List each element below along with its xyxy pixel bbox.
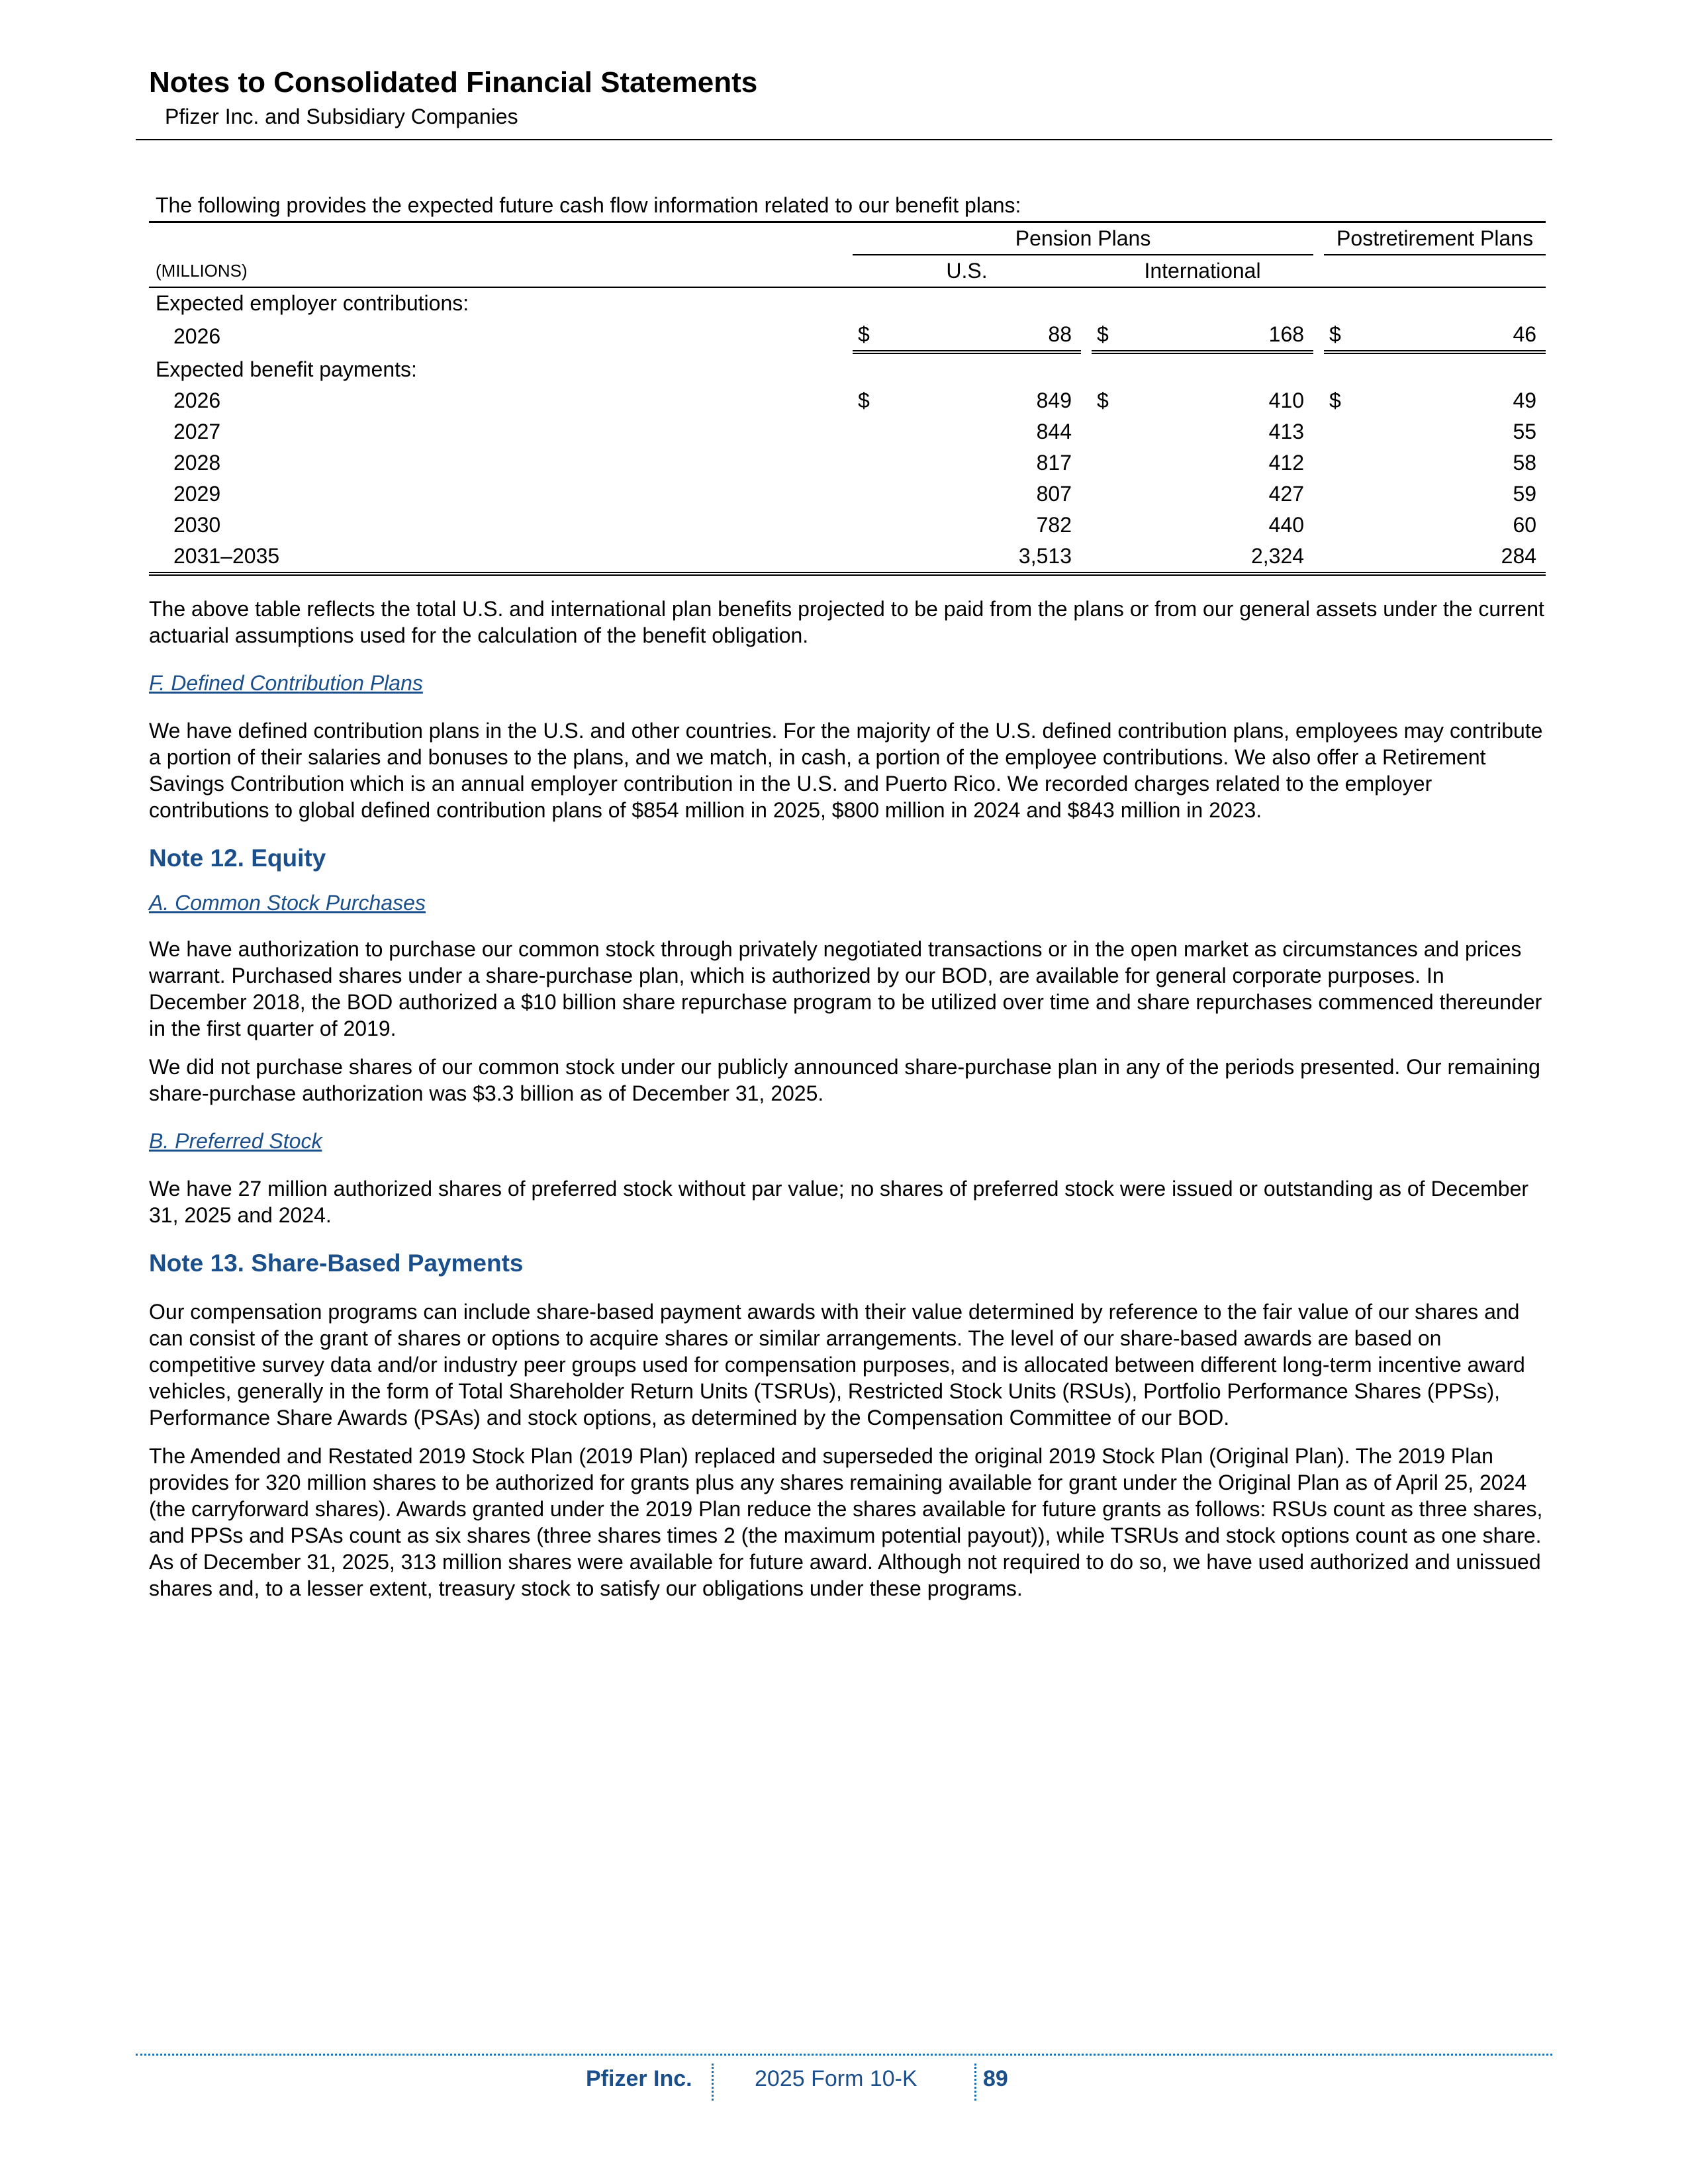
cell-international: 413 [1268, 420, 1305, 443]
section-heading-defined-contribution: F. Defined Contribution Plans [149, 671, 423, 695]
page-subtitle: Pfizer Inc. and Subsidiary Companies [165, 105, 518, 128]
table-row [149, 510, 1546, 541]
row-year: 2026 [173, 324, 221, 348]
table-row [149, 541, 1546, 574]
cell-us: 849 [1036, 388, 1072, 412]
cell-us: 782 [1036, 513, 1072, 537]
row-year: 2026 [173, 388, 221, 412]
header-postretirement-plans: Postretirement Plans [1324, 222, 1546, 255]
header-international: International [1092, 255, 1313, 287]
cell-postretirement: 59 [1513, 482, 1537, 506]
cell-postretirement: 58 [1513, 451, 1537, 475]
page-header [149, 64, 1552, 131]
payments-heading: Expected benefit payments: [156, 357, 417, 381]
table-header-row-groups [149, 222, 1546, 255]
footer-form: 2025 Form 10-K [755, 2066, 917, 2091]
currency-symbol: $ [1324, 319, 1354, 352]
paragraph: The Amended and Restated 2019 Stock Plan (2019 Plan) replaced and superseded the original 2019 Stock Plan (Original Plan). The 2019 Plan provides for 320 million shares to be authorized for grants plus any shares remaining available for grant under the Original Plan as of April 25, 2024 (the carryforward shares). Awards granted under the 2019 Plan reduce the shares available for future grants as follows: RSUs count as three shares, and PPSs and PSAs count as six shares (three shares times 2 (the maximum potential payout)), while TSRUs and stock options count as one share. As of December 31, 2025, 313 million shares were available for future award. Although not required to do so, we have used authorized and unissued shares and, to a lesser extent, treasury stock to satisfy our obligations under these programs. [149, 1444, 1543, 1600]
note-12-title: Note 12. Equity [149, 844, 326, 872]
cell-international: 2,324 [1121, 541, 1313, 574]
footer-company: Pfizer Inc. [586, 2066, 692, 2091]
page-number: 89 [983, 2066, 1008, 2091]
table-row [149, 352, 1546, 385]
row-year: 2027 [173, 420, 221, 443]
row-year: 2029 [173, 482, 221, 506]
currency-symbol: $ [1092, 319, 1121, 352]
cell-postretirement: 284 [1354, 541, 1546, 574]
units-label: (MILLIONS) [149, 255, 841, 287]
paragraph: Our compensation programs can include share-based payment awards with their value determined by reference to the fair value of our shares and can consist of the grant of shares or options to acquire shares or similar arrangements. The level of our share-based awards are based on competitive survey data and/or industry peer groups used for compensation purposes, and is allocated between different long-term incentive award vehicles, generally in the form of Total Shareholder Return Units (TSRUs), Restricted Stock Units (RSUs), Portfolio Performance Shares (PPSs), Performance Share Awards (PSAs) and stock options, as determined by the Compensation Committee of our BOD. [149, 1300, 1525, 1430]
paragraph: We have authorization to purchase our common stock through privately negotiated transactions or in the open market as circumstances and prices warrant. Purchased shares under a share-purchase plan, which is authorized by our BOD, are available for general corporate purposes. In December 2018, the BOD authorized a $10 billion share repurchase program to be utilized over time and share repurchases commenced thereunder in the first quarter of 2019. [149, 937, 1542, 1040]
cell-us: 3,513 [882, 541, 1081, 574]
header-pension-plans: Pension Plans [853, 222, 1313, 255]
header-us: U.S. [853, 255, 1081, 287]
paragraph: We have defined contribution plans in the U.S. and other countries. For the majority of the U.S. defined contribution plans, employees may contribute a portion of their salaries and bonuses to the plans, and we match, in cash, a portion of the employee contributions. We also offer a Retirement Savings Contribution which is an annual employer contribution in the U.S. and Puerto Rico. We recorded charges related to the employer contributions to global defined contribution plans of $854 million in 2025, $800 million in 2024 and $843 million in 2023. [149, 719, 1543, 822]
paragraph: We have 27 million authorized shares of preferred stock without par value; no shares of preferred stock were issued or outstanding as of December 31, 2025 and 2024. [149, 1177, 1529, 1227]
contributions-heading: Expected employer contributions: [156, 291, 469, 315]
table-row [149, 478, 1546, 510]
cell-us: 807 [1036, 482, 1072, 506]
table-row [149, 447, 1546, 478]
page-title: Notes to Consolidated Financial Statements [149, 66, 758, 99]
footer-separator [712, 2064, 714, 2101]
currency-symbol: $ [853, 319, 882, 352]
table-intro: The following provides the expected future cash flow information related to our benefit plans: [156, 193, 1021, 217]
table-row [149, 416, 1546, 447]
cell-international: 440 [1268, 513, 1305, 537]
cash-flow-table [149, 221, 1546, 576]
paragraph: We did not purchase shares of our common stock under our publicly announced share-purchase plan in any of the periods presented. Our remaining share-purchase authorization was $3.3 billion as of December 31, 2025. [149, 1055, 1540, 1105]
note-13-title: Note 13. Share-Based Payments [149, 1250, 524, 1277]
header-divider [136, 139, 1552, 140]
footer-divider [136, 2054, 1552, 2056]
row-year: 2028 [173, 451, 221, 475]
cell-us: 844 [1036, 420, 1072, 443]
cell-us: 817 [1036, 451, 1072, 475]
cell-postretirement: 49 [1513, 388, 1537, 412]
currency-symbol: $ [1329, 388, 1341, 412]
table-header-row-columns [149, 255, 1546, 287]
cell-us: 88 [882, 319, 1081, 352]
cell-postretirement: 46 [1354, 319, 1546, 352]
cell-international: 412 [1268, 451, 1305, 475]
table-row [149, 287, 1546, 319]
table-row [149, 319, 1546, 352]
cell-international: 427 [1268, 482, 1305, 506]
main-content [149, 185, 1546, 1602]
table-row [149, 385, 1546, 416]
table-footnote: The above table reflects the total U.S. and international plan benefits projected to be paid from the plans or from our general assets under the current actuarial assumptions used for the calculation of the benefit obligation. [149, 597, 1544, 647]
cell-postretirement: 55 [1513, 420, 1537, 443]
cell-international: 410 [1268, 388, 1305, 412]
row-year: 2031–2035 [149, 541, 841, 574]
row-year: 2030 [173, 513, 221, 537]
cell-international: 168 [1121, 319, 1313, 352]
currency-symbol: $ [1097, 388, 1109, 412]
footer-separator [974, 2064, 976, 2101]
section-heading-preferred-stock: B. Preferred Stock [149, 1129, 322, 1153]
section-heading-common-stock: A. Common Stock Purchases [149, 891, 426, 915]
cell-postretirement: 60 [1513, 513, 1537, 537]
currency-symbol: $ [858, 388, 870, 412]
